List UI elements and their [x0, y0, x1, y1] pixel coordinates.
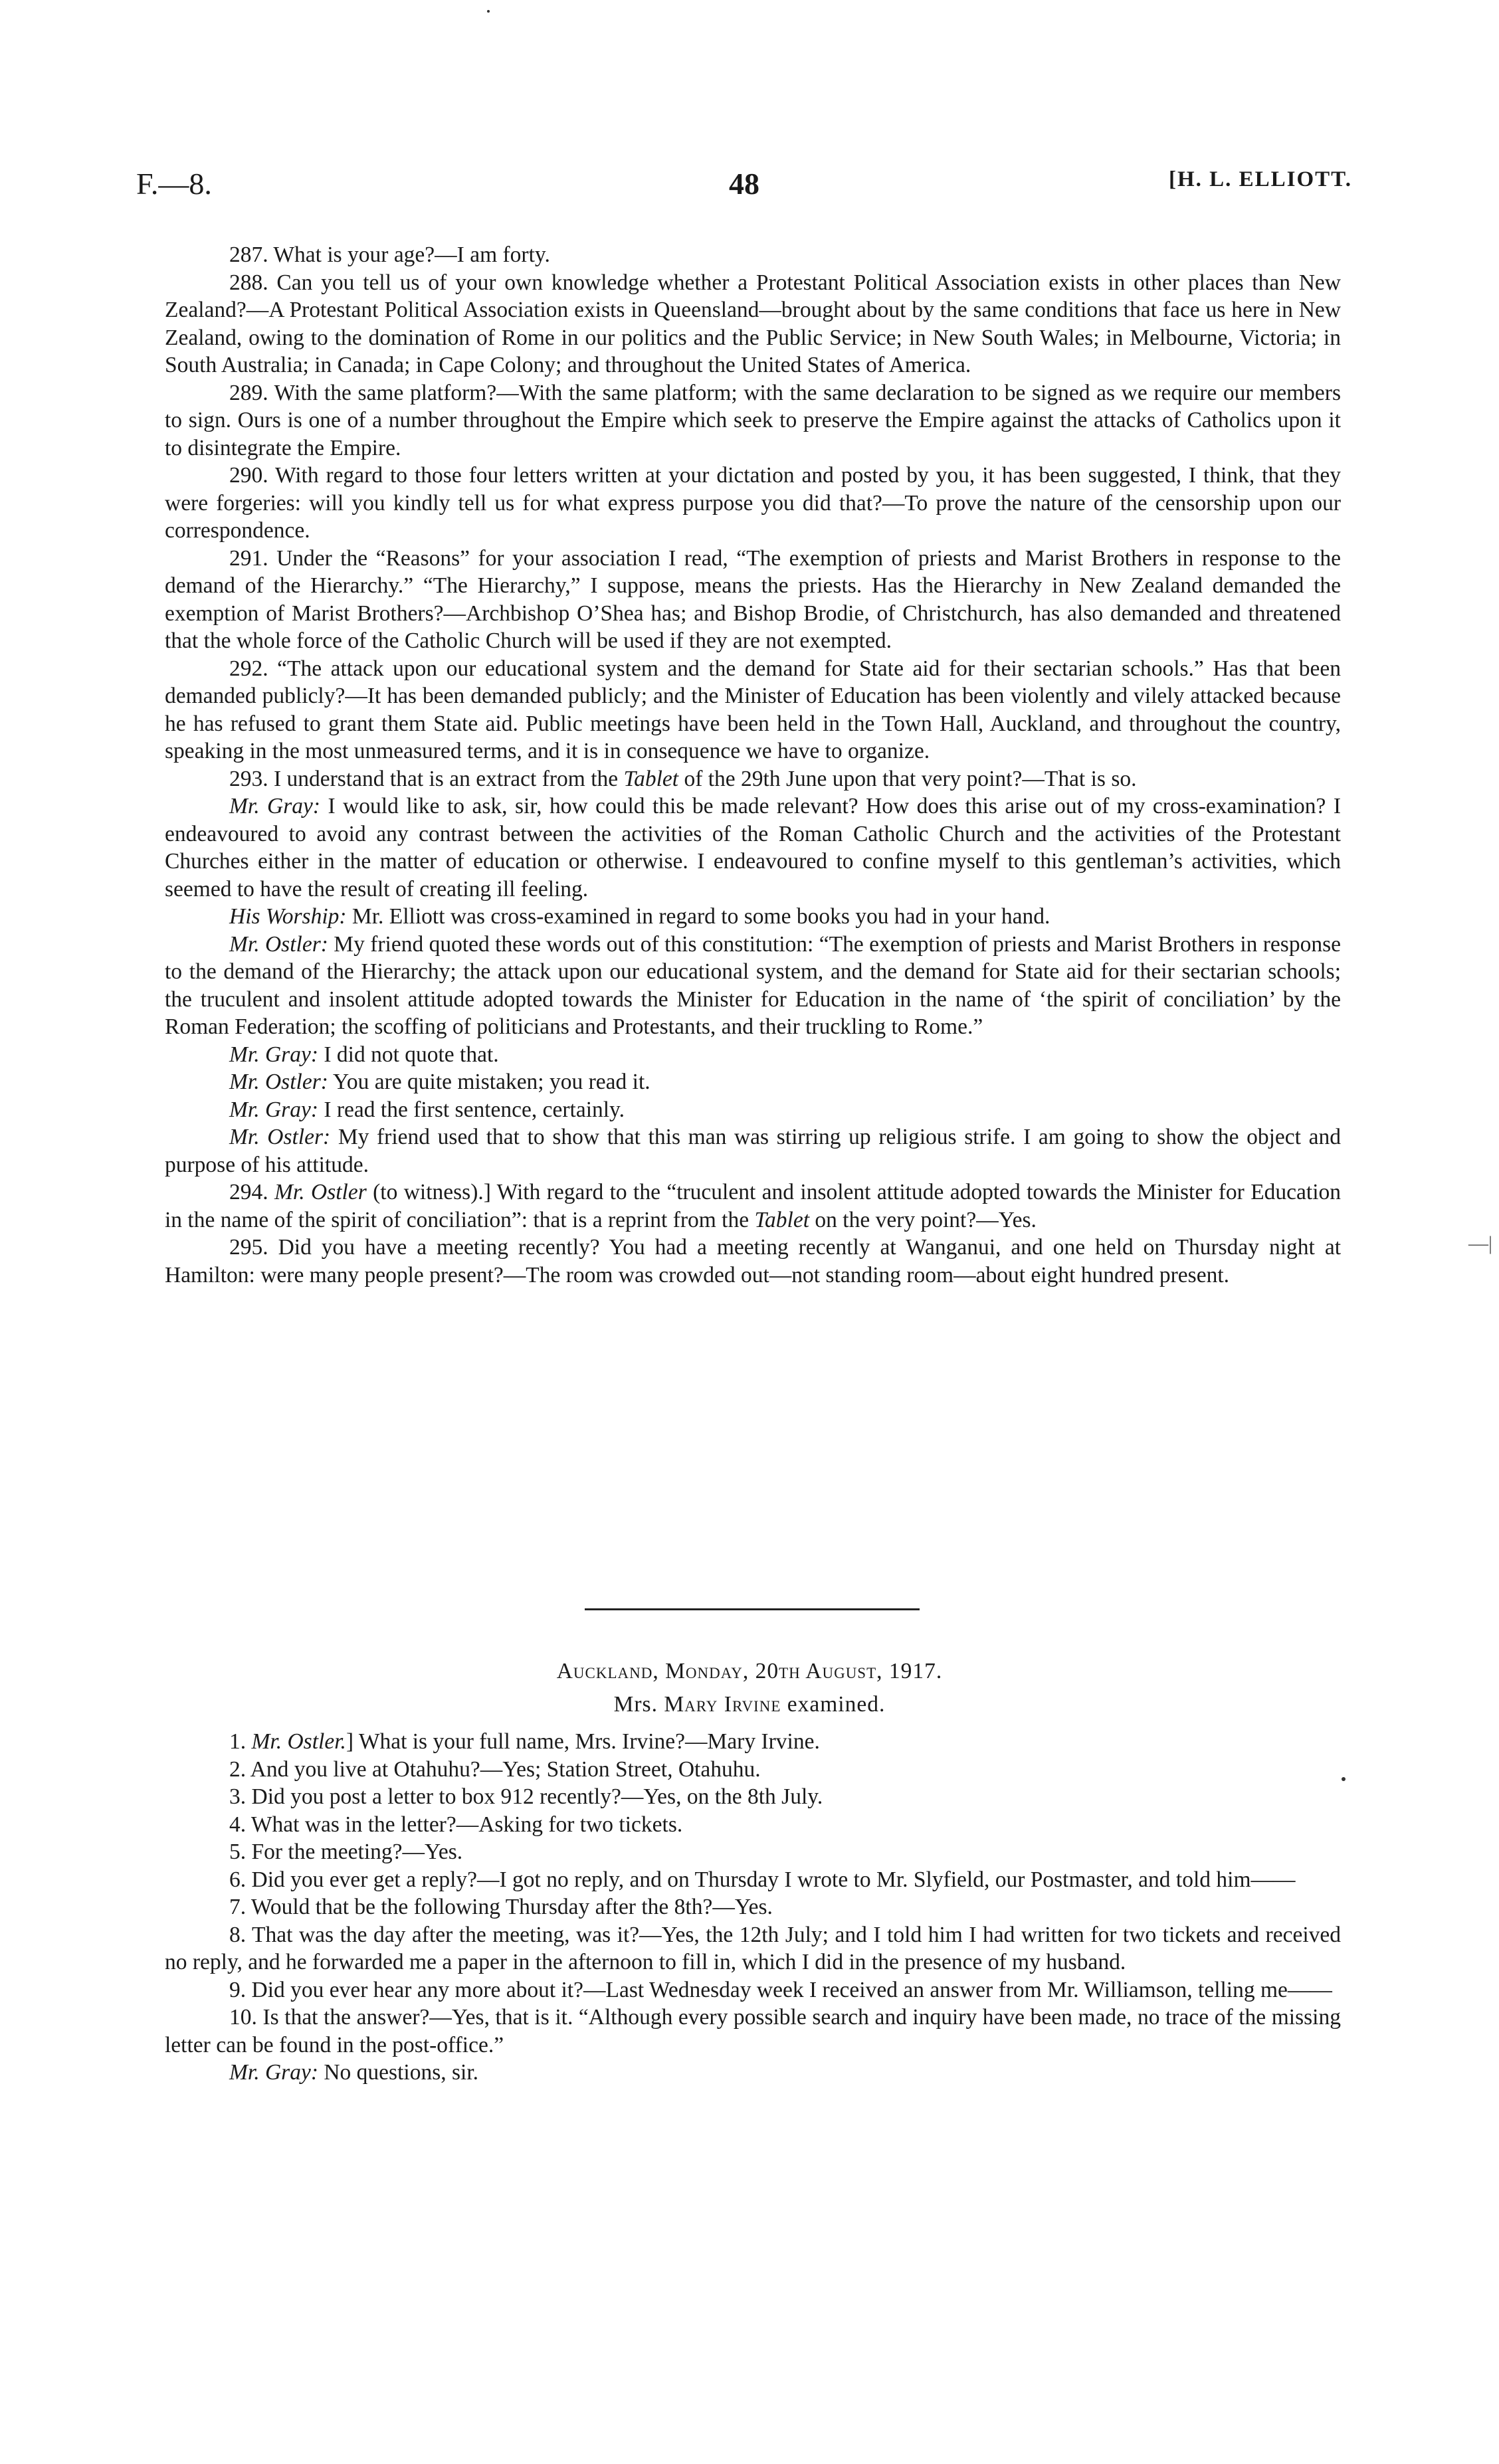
speaker-label: His Worship:	[229, 904, 347, 929]
session-place: Auckland	[556, 1659, 653, 1683]
session-date: 20th August	[755, 1659, 877, 1683]
paragraph	[165, 1866, 1341, 1894]
paragraph	[165, 793, 1341, 903]
speaker-label: Mr. Gray:	[229, 794, 321, 818]
speaker-label: Mr. Ostler:	[229, 931, 328, 957]
italic-text: Mr. Ostler.	[251, 1729, 346, 1754]
paragraph	[165, 655, 1341, 765]
margin-mark: —|	[1468, 1232, 1493, 1254]
print-speck	[1342, 1777, 1346, 1781]
paragraph-text: 289. With the same platform?—With the same platform; with the same declaration to be signed as we require our members to sign. Ours is one of a number throughout the Empire which seek to preserve the Empire against the attacks of Catholics upon it to disintegrate the Empire.	[165, 380, 1341, 460]
speaker-label: Mr. Ostler:	[229, 1070, 328, 1094]
session-day: Monday	[665, 1659, 743, 1683]
speaker-label: Mr. Gray:	[229, 1042, 318, 1067]
witness-name-header: [H. L. ELLIOTT.	[1168, 167, 1352, 191]
witness-suffix: examined.	[787, 1692, 886, 1717]
paragraph-text: 7. Would that be the following Thursday after the 8th?—Yes.	[229, 1895, 773, 1919]
paragraph-text: I read the first sentence, certainly.	[318, 1097, 625, 1122]
paragraph	[165, 1893, 1341, 1921]
witness-name: Mary Irvine	[664, 1692, 781, 1717]
testimony-irvine	[165, 1728, 1341, 2087]
section-divider	[585, 1608, 920, 1610]
paragraph	[165, 931, 1341, 1041]
paragraph	[165, 1068, 1341, 1096]
page-header	[136, 166, 1352, 206]
paragraph-text: 1.	[229, 1729, 252, 1754]
paragraph	[165, 1756, 1341, 1784]
paragraph	[165, 1179, 1341, 1234]
paragraph-text: 10. Is that the answer?—Yes, that is it. “Although every possible search and inquiry have been made, no trace of the missing letter can be found in the post-office.”	[165, 2005, 1341, 2057]
testimony-elliott	[165, 241, 1341, 1289]
italic-text: Tablet	[754, 1207, 810, 1232]
paragraph	[165, 241, 1341, 269]
paragraph-text: 294.	[229, 1180, 275, 1204]
paragraph	[165, 1096, 1341, 1124]
paragraph-text: 2. And you live at Otahuhu?—Yes; Station Street, Otahuhu.	[229, 1756, 761, 1782]
italic-text: Tablet	[623, 766, 679, 791]
paragraph	[165, 1921, 1341, 1976]
paragraph	[165, 1838, 1341, 1866]
session-date-line: Auckland, Monday, 20th August, 1917.	[556, 1659, 943, 1683]
paragraph	[165, 269, 1341, 379]
paragraph	[165, 1976, 1341, 2004]
speaker-label: Mr. Ostler:	[229, 1125, 331, 1149]
series-number: F.—8.	[136, 167, 212, 201]
paragraph-text: 295. Did you have a meeting recently? You had a meeting recently at Wanganui, and one held on Thursday night at Hamilton: were many people present?—The room was crowded out—not standing room—about eight hundred present.	[165, 1235, 1341, 1287]
paragraph	[165, 2004, 1341, 2059]
paragraph-text: 3. Did you post a letter to box 912 recently?—Yes, on the 8th July.	[229, 1784, 823, 1809]
paragraph-text: I would like to ask, sir, how could this be made relevant? How does this arise out of my cross-examination? I endeavoured to avoid any contrast between the activities of the Roman Catholic Church and the activities of the Protestant Churches either in the matter of education or otherwise. I endeavoured to confine myself to this gentleman’s activities, which seemed to have the result of creating ill feeling.	[165, 794, 1341, 901]
paragraph-text: 288. Can you tell us of your own knowledge whether a Protestant Political Association exists in other places than New Zealand?—A Protestant Political Association exists in Queensland—brought about by the same conditions that face us here in New Zealand, owing to the domination of Rome in our politics and the Public Service; in New South Wales; in Melbourne, Victoria; in South Australia; in Canada; in Cape Colony; and throughout the United States of America.	[165, 270, 1341, 377]
paragraph	[165, 2059, 1341, 2087]
paragraph	[165, 462, 1341, 545]
page-number: 48	[729, 167, 759, 201]
paragraph-text: 9. Did you ever hear any more about it?—Last Wednesday week I received an answer from Mr. Williamson, telling me——	[229, 1977, 1332, 2002]
paragraph-text: I did not quote that.	[318, 1042, 499, 1067]
paragraph	[165, 903, 1341, 931]
paragraph	[165, 1041, 1341, 1069]
paragraph-text: You are quite mistaken; you read it.	[328, 1070, 650, 1094]
italic-text: Mr. Ostler	[274, 1180, 367, 1204]
witness-heading	[0, 1692, 1499, 1717]
paragraph-text: on the very point?—Yes.	[809, 1207, 1037, 1232]
paragraph-text: 4. What was in the letter?—Asking for two tickets.	[229, 1812, 683, 1837]
paragraph-text: 287. What is your age?—I am forty.	[229, 242, 550, 267]
paragraph	[165, 1123, 1341, 1179]
paragraph-text: No questions, sir.	[318, 2060, 479, 2085]
paragraph-text: My friend quoted these words out of this constitution: “The exemption of priests and Marist Brothers in response to the demand of the Hierarchy; the attack upon our educational system, and the demand for State aid for their sectarian schools; the truculent and insolent attitude adopted towards the Minister for Education in the name of ‘the spirit of conciliation’ by the Roman Federation; the scoffing of politicians and Protestants, and their truckling to Rome.”	[165, 931, 1341, 1039]
paragraph-text: 5. For the meeting?—Yes.	[229, 1840, 463, 1864]
speaker-label: Mr. Gray:	[229, 2060, 318, 2085]
paragraph	[165, 379, 1341, 462]
paragraph-text: (to witness).] With regard to the “truculent and insolent attitude adopted towards the Minister for Education in the name of the spirit of conciliation”: that is a reprint from the	[165, 1180, 1342, 1232]
paragraph-text: of the 29th June upon that very point?—That is so.	[678, 766, 1137, 791]
session-year: 1917.	[888, 1659, 943, 1683]
paragraph-text: Mr. Elliott was cross-examined in regard to some books you had in your hand.	[346, 904, 1050, 929]
paragraph-text: 6. Did you ever get a reply?—I got no reply, and on Thursday I wrote to Mr. Slyfield, our Postmaster, and told him——	[229, 1867, 1296, 1892]
speaker-label: Mr. Gray:	[229, 1097, 318, 1122]
paragraph-text: My friend used that to show that this man was stirring up religious strife. I am going to show the object and purpose of his attitude.	[165, 1125, 1341, 1177]
witness-title: Mrs.	[613, 1692, 658, 1717]
print-speck	[487, 10, 490, 13]
paragraph	[165, 1811, 1341, 1839]
paragraph-text: 291. Under the “Reasons” for your association I read, “The exemption of priests and Marist Brothers in response to the demand of the Hierarchy.” “The Hierarchy,” I suppose, means the priests. Has the Hierarchy in New Zealand demanded the exemption of Marist Brothers?—Archbishop O’Shea has; and Bishop Brodie, of Christchurch, has also demanded and threatened that the whole force of the Catholic Church will be used if they are not exempted.	[165, 545, 1341, 653]
paragraph-text: ] What is your full name, Mrs. Irvine?—Mary Irvine.	[346, 1729, 820, 1754]
paragraph	[165, 545, 1341, 655]
paragraph-text: 8. That was the day after the meeting, was it?—Yes, the 12th July; and I told him I had written for two tickets and received no reply, and he forwarded me a paper in the afternoon to fill in, which I did in the presence of my husband.	[165, 1922, 1341, 1974]
paragraph	[165, 1234, 1341, 1289]
paragraph-text: 293. I understand that is an extract from the	[229, 766, 624, 791]
paragraph	[165, 1783, 1341, 1811]
paragraph	[165, 1728, 1341, 1756]
paragraph	[165, 765, 1341, 793]
paragraph-text: 292. “The attack upon our educational system and the demand for State aid for their sectarian schools.” Has that been demanded publicly?—It has been demanded publicly; and the Minister of Education has been violently and vilely attacked because he has refused to grant them State aid. Public meetings have been held in the Town Hall, Auckland, and throughout the country, speaking in the most unmeasured terms, and it is in consequence we have to organize.	[165, 656, 1341, 763]
paragraph-text: 290. With regard to those four letters written at your dictation and posted by you, it has been suggested, I think, that they were forgeries: will you kindly tell us for what express purpose you did that?—To prove the nature of the censorship upon our correspondence.	[165, 463, 1341, 543]
